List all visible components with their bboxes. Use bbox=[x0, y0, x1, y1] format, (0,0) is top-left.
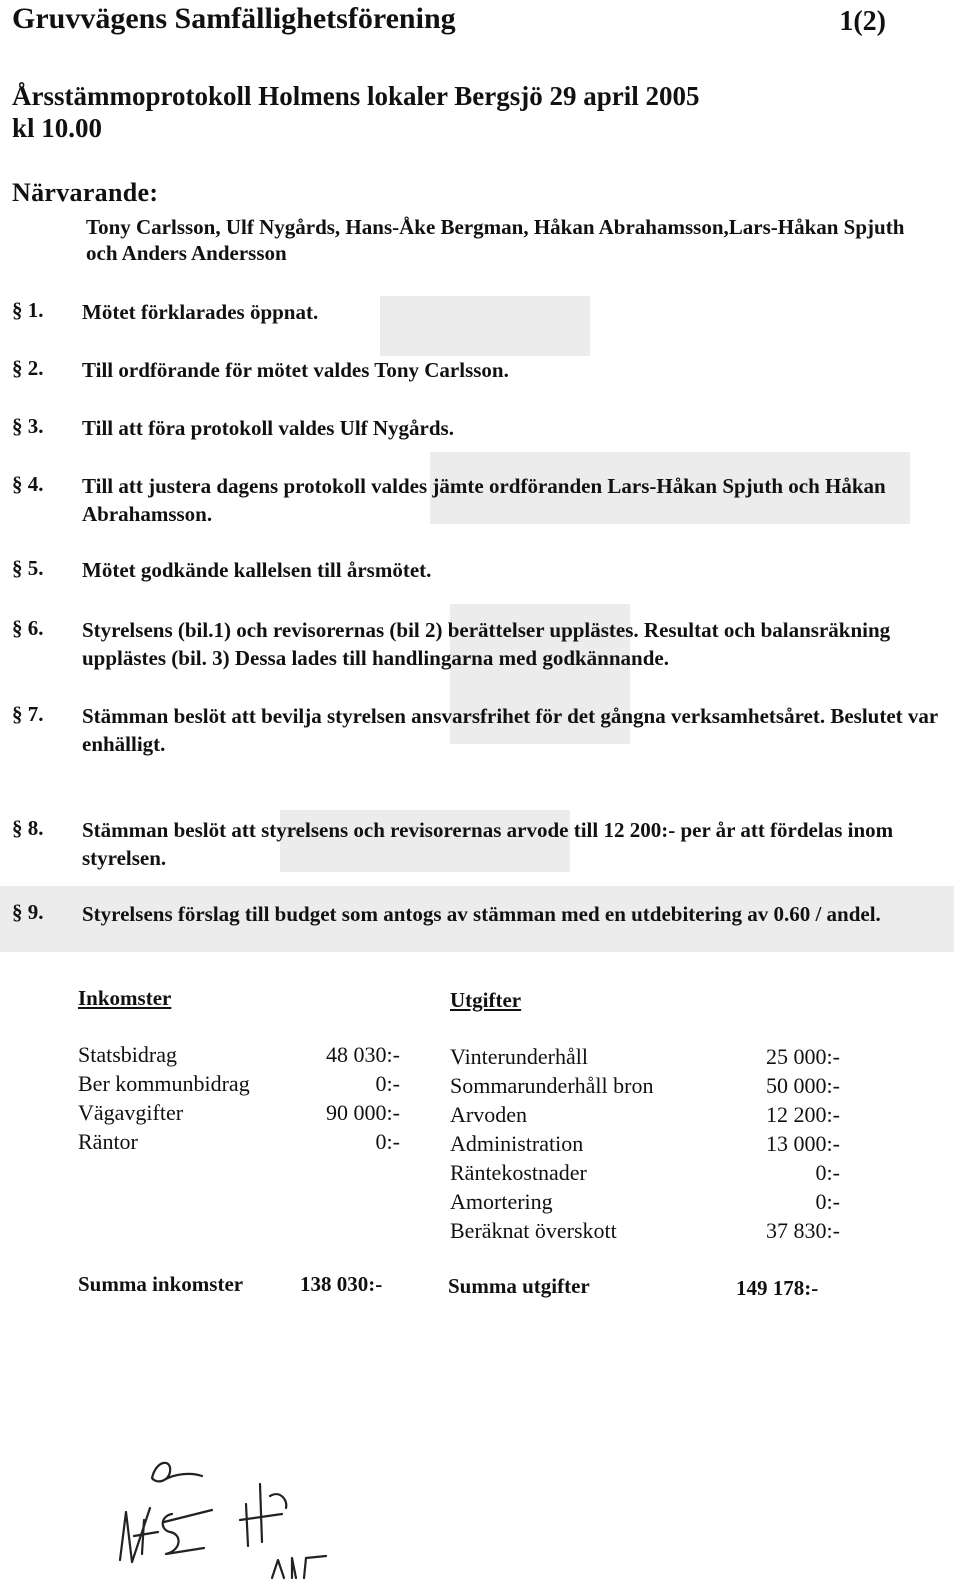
paragraph-number: § 5. bbox=[12, 556, 44, 580]
paragraph-text: Stämman beslöt att bevilja styrelsen ansvarsfrihet för det gångna verksamhetsåret. Beslutet var enhälligt. bbox=[82, 704, 938, 756]
meeting-heading bbox=[12, 80, 699, 144]
income-label: Ber kommunbidrag bbox=[78, 1071, 250, 1096]
attendees-heading: Närvarande: bbox=[12, 178, 159, 207]
association-title: Gruvvägens Samfällighetsförening bbox=[12, 2, 456, 35]
table-row bbox=[450, 1071, 840, 1100]
income-total-amount: 138 030:- bbox=[300, 1272, 383, 1296]
paragraph-1 bbox=[12, 298, 942, 326]
meeting-time: kl 10.00 bbox=[12, 113, 103, 143]
table-row bbox=[450, 1100, 840, 1129]
expenses-total-amount: 149 178:- bbox=[736, 1276, 819, 1300]
paragraph-text: Mötet förklarades öppnat. bbox=[82, 300, 319, 324]
expense-label: Räntekostnader bbox=[450, 1160, 587, 1185]
income-label: Räntor bbox=[78, 1129, 138, 1154]
page-number: 1(2) bbox=[839, 6, 886, 37]
paragraph-5 bbox=[12, 556, 942, 584]
paragraph-9 bbox=[12, 900, 942, 928]
paragraph-text: Styrelsens förslag till budget som antogs av stämman med en utdebitering av 0.60 / andel. bbox=[82, 902, 881, 926]
table-row bbox=[78, 1069, 400, 1098]
income-total-label: Summa inkomster bbox=[78, 1272, 244, 1296]
meeting-title: Årsstämmoprotokoll Holmens lokaler Bergsjö 29 april 2005 bbox=[12, 81, 700, 111]
paragraph-number: § 6. bbox=[12, 616, 44, 640]
paragraph-text: Till att justera dagens protokoll valdes jämte ordföranden Lars-Håkan Spjuth och Håkan Abrahamsson. bbox=[82, 474, 886, 526]
attendees-names: Tony Carlsson, Ulf Nygårds, Hans-Åke Bergman, Håkan Abrahamsson,Lars-Håkan Spjuth och Anders Andersson bbox=[86, 215, 905, 265]
expense-label: Arvoden bbox=[450, 1102, 527, 1127]
expense-label: Beräknat överskott bbox=[450, 1218, 617, 1243]
table-row bbox=[78, 1127, 400, 1156]
expense-label: Sommarunderhåll bron bbox=[450, 1073, 654, 1098]
paragraph-3 bbox=[12, 414, 942, 442]
expense-amount: 0:- bbox=[815, 1189, 840, 1214]
expense-label: Amortering bbox=[450, 1189, 553, 1214]
paragraph-2 bbox=[12, 356, 942, 384]
table-row bbox=[450, 1216, 840, 1245]
expense-label: Administration bbox=[450, 1131, 584, 1156]
paragraph-number: § 1. bbox=[12, 298, 44, 322]
expense-amount: 13 000:- bbox=[766, 1131, 840, 1156]
expenses-table bbox=[450, 1042, 840, 1245]
paragraph-text: Till ordförande för mötet valdes Tony Carlsson. bbox=[82, 358, 509, 382]
income-table bbox=[78, 1040, 400, 1156]
table-row bbox=[450, 1187, 840, 1216]
expense-label: Vinterunderhåll bbox=[450, 1044, 588, 1069]
paragraph-number: § 9. bbox=[12, 900, 44, 924]
paragraph-number: § 7. bbox=[12, 702, 44, 726]
paragraph-8 bbox=[12, 816, 942, 872]
paragraph-text: Till att föra protokoll valdes Ulf Nygårds. bbox=[82, 416, 454, 440]
paragraph-number: § 8. bbox=[12, 816, 44, 840]
handwritten-signatures-icon bbox=[112, 1450, 352, 1580]
expense-amount: 50 000:- bbox=[766, 1073, 840, 1098]
expense-amount: 12 200:- bbox=[766, 1102, 840, 1127]
income-amount: 48 030:- bbox=[326, 1042, 400, 1067]
expense-amount: 0:- bbox=[815, 1160, 840, 1185]
income-heading: Inkomster bbox=[78, 986, 172, 1010]
paragraph-6 bbox=[12, 616, 942, 672]
paragraph-number: § 2. bbox=[12, 356, 44, 380]
expenses-total-label: Summa utgifter bbox=[448, 1274, 590, 1298]
income-amount: 0:- bbox=[375, 1129, 400, 1154]
table-row bbox=[78, 1040, 400, 1069]
paragraph-text: Mötet godkände kallelsen till årsmötet. bbox=[82, 558, 432, 582]
expense-amount: 25 000:- bbox=[766, 1044, 840, 1069]
paragraph-text: Stämman beslöt att styrelsens och revisorernas arvode till 12 200:- per år att fördelas inom styrelsen. bbox=[82, 818, 894, 870]
paragraph-4 bbox=[12, 472, 942, 528]
income-amount: 90 000:- bbox=[326, 1100, 400, 1125]
paragraph-number: § 4. bbox=[12, 472, 44, 496]
table-row bbox=[450, 1129, 840, 1158]
paragraph-7 bbox=[12, 702, 942, 758]
paragraph-number: § 3. bbox=[12, 414, 44, 438]
expense-amount: 37 830:- bbox=[766, 1218, 840, 1243]
income-amount: 0:- bbox=[375, 1071, 400, 1096]
expenses-heading: Utgifter bbox=[450, 988, 522, 1012]
paragraph-text: Styrelsens (bil.1) och revisorernas (bil 2) berättelser upplästes. Resultat och balansräkning upplästes (bil. 3) Dessa lades till handlingarna med godkännande. bbox=[82, 618, 891, 670]
income-label: Vägavgifter bbox=[78, 1100, 184, 1125]
income-label: Statsbidrag bbox=[78, 1042, 177, 1067]
table-row bbox=[450, 1042, 840, 1071]
table-row bbox=[78, 1098, 400, 1127]
table-row bbox=[450, 1158, 840, 1187]
